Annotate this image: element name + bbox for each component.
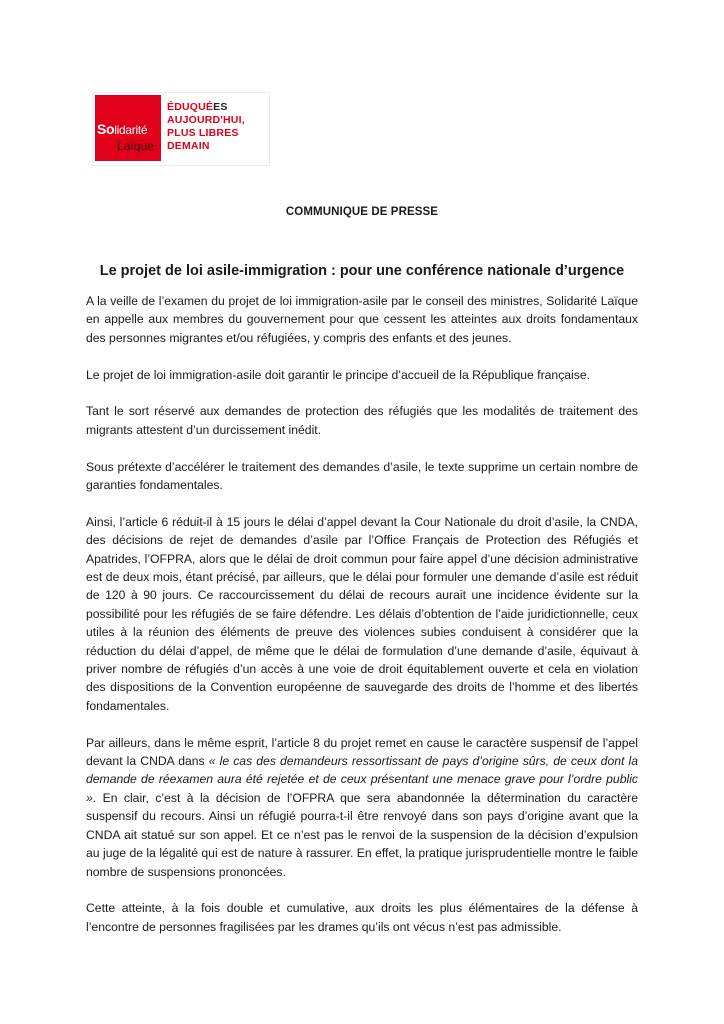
paragraph-2: Le projet de loi immigration-asile doit garantir le principe d’accueil de la République française. [86, 367, 591, 382]
paragraph-6-rest: . En clair, c’est à la décision de l’OFPRA que sera abandonnée la détermination du caractère suspensif du recours. Ainsi un réfugié pourra-t-il être renvoyé dans son pays d’origine avant que la CNDA ait statué sur son appel. Et ce n’est pas le renvoi de la suspension de la décision d’expulsion au juge de la légalité qui est de nature à rassurer. En effet, la pratique jurisprudentielle montre le faible nombre de suspensions prononcées. [86, 790, 638, 879]
logo-slogan [167, 101, 245, 165]
paragraph-7: Cette atteinte, à la fois double et cumulative, aux droits les plus élémentaires de la défense à l’encontre de personnes fragilisées par les drames qu’ils ont vécus n’est pas admissible. [86, 901, 638, 934]
slogan-line-4: DEMAIN [167, 140, 210, 152]
logo-brand-line2: Laïque [117, 139, 154, 153]
press-release-label: COMMUNIQUE DE PRESSE [285, 206, 439, 218]
logo-red-block [95, 95, 161, 161]
document-body [86, 292, 638, 955]
paragraph-1: A la veille de l’examen du projet de loi immigration-asile par le conseil des ministres, Solidarité Laïque en appelle aux membres du gouvernement pour que cessent les atteintes aux droits fondamentaux des personnes migrantes et/ou réfugiées, y compris des enfants et des jeunes. [86, 294, 638, 345]
paragraph-4: Sous prétexte d’accélérer le traitement des demandes d’asile, le texte supprime un certain nombre de garanties fondamentales. [86, 459, 638, 493]
paragraph-6 [86, 734, 638, 881]
slogan-line-1 [167, 101, 245, 114]
slogan-line-3: PLUS LIBRES [167, 127, 239, 139]
slogan-suffix: ES [213, 101, 228, 113]
paragraph-6-quote: « le cas des demandeurs ressortissant de pays d’origine sûrs, de ceux dont la demande de réexamen aura été rejetée et de ceux présentant une menace grave pour l’ordre public » [86, 754, 638, 805]
paragraph-3: Tant le sort réservé aux demandes de protection des réfugiés que les modalités de traitement des migrants attestent d’un durcissement inédit. [86, 404, 638, 437]
slogan-line-2: AUJOURD'HUI, [167, 114, 245, 126]
logo-brand-initial: So [97, 121, 115, 137]
paragraph-5: Ainsi, l’article 6 réduit-il à 15 jours le délai d’appel devant la Cour Nationale du droit d’asile, la CNDA, des décisions de rejet de demandes d’asile par l’Office Français de Protection des Réfugiés et Apatrides, l’OFPRA, alors que le délai de droit commun pour faire appel d’une décision administrative est de deux mois, étant précisé, par ailleurs, que le délai pour formuler une demande d’asile est réduit de 120 à 90 jours. Ce raccourcissement du délai de recours aurait une incidence évidente sur la possibilité pour les réfugiés de se faire défendre. Les délais d’obtention de l’aide juridictionnelle, ceux utiles à la réunion des éléments de preuve des violences subies conduisent à considérer que la réduction du délai d’appel, de même que le délai de formulation d’une demande d’asile, équivaut à priver nombre de réfugiés d’un accès à une voie de droit équitablement ouverte et cela en violation des dispositions de la Convention européenne de sauvegarde des droits de l’homme et des libertés fondamentales. [86, 514, 638, 713]
paragraph-6-intro: Par ailleurs, dans le même esprit, l’article 8 du projet remet en cause le caractère suspensif de l’appel devant la CNDA dans [86, 735, 638, 769]
document-title: Le projet de loi asile-immigration : pour une conférence nationale d’urgence [99, 263, 625, 279]
slogan-word: ÉDUQUÉ [167, 101, 214, 113]
logo-brand-rest: lidarité [114, 123, 148, 137]
solidarite-laique-logo [92, 92, 270, 166]
logo-brand-line1 [97, 121, 147, 137]
